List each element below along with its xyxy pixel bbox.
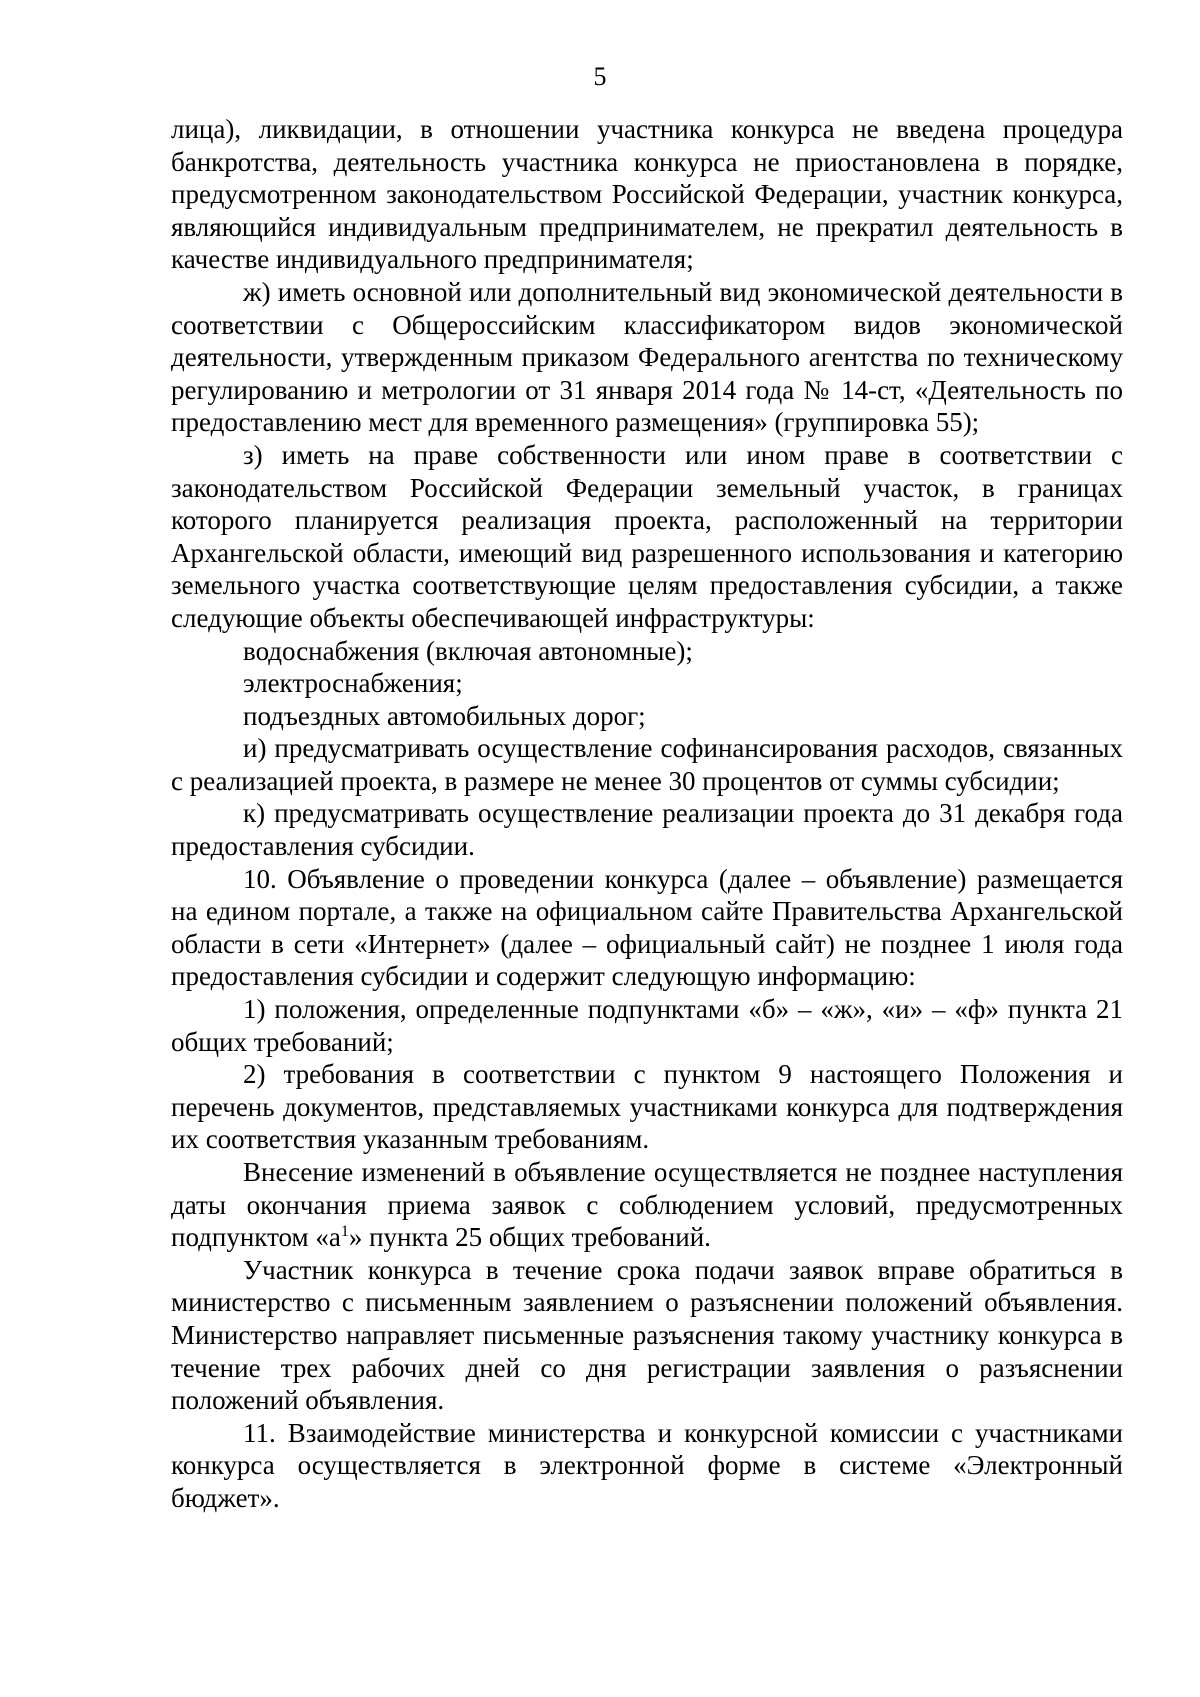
paragraph-item-11: 11. Взаимодействие министерства и конкурсной комиссии с участниками конкурса осуществляется в электронной форме в системе «Электронный бюджет». xyxy=(171,1417,1123,1513)
paragraph-subitem-zh: ж) иметь основной или дополнительный вид экономической деятельности в соответствии с Общероссийским классификатором видов экономической деятельности, утвержденным приказом Федерального агентства по техническому регулированию и метрологии от 31 января 2014 года № 14-ст, «Деятельность по предоставлению мест для временного размещения» (группировка 55); xyxy=(171,276,1123,438)
superscript-one: 1 xyxy=(340,1223,349,1241)
page-number: 5 xyxy=(593,62,607,91)
paragraph-item-10-1: 1) положения, определенные подпунктами «б» – «ж», «и» – «ф» пункта 21 общих требований; xyxy=(171,994,1123,1057)
paragraph-subitem-z: з) иметь на праве собственности или ином праве в соответствии с законодательством Российской Федерации земельный участок, в границах которого планируется реализация проекта, расположенный на территории Архангельской области, имеющий вид разрешенного использования и категорию земельного участка соответствующие целям предоставления субсидии, а также следующие объекты обеспечивающей инфраструктуры: xyxy=(171,439,1123,633)
paragraph-water-supply: водоснабжения (включая автономные); xyxy=(243,635,693,666)
paragraph-item-10-2: 2) требования в соответствии с пунктом 9 настоящего Положения и перечень документов, представляемых участниками конкурса для подтверждения их соответствия указанным требованиям. xyxy=(171,1059,1123,1155)
paragraph-continuation: лица), ликвидации, в отношении участника конкурса не введена процедура банкротства, деятельность участника конкурса не приостановлена в порядке, предусмотренном законодательством Российской Федерации, участник конкурса, являющийся индивидуальным предпринимателем, не прекратил деятельность в качестве индивидуального предпринимателя; xyxy=(171,114,1123,275)
paragraph-changes xyxy=(171,1156,1123,1254)
paragraph-power-supply: электроснабжения; xyxy=(243,668,463,699)
paragraph-changes-text-after: » пункта 25 общих требований. xyxy=(348,1222,711,1253)
paragraph-clarification: Участник конкурса в течение срока подачи заявок вправе обратиться в министерство с письменным заявлением о разъяснении положений объявления. Министерство направляет письменные разъяснения такому участнику конкурса в течение трех рабочих дней со дня регистрации заявления о разъяснении положений объявления. xyxy=(171,1254,1123,1416)
paragraph-subitem-i: и) предусматривать осуществление софинансирования расходов, связанных с реализацией проекта, в размере не менее 30 процентов от суммы субсидии; xyxy=(171,733,1123,796)
paragraph-item-10: 10. Объявление о проведении конкурса (далее – объявление) размещается на едином портале, а также на официальном сайте Правительства Архангельской области в сети «Интернет» (далее – официальный сайт) не позднее 1 июля года предоставления субсидии и содержит следующую информацию: xyxy=(171,863,1123,992)
paragraph-subitem-k: к) предусматривать осуществление реализации проекта до 31 декабря года предоставления субсидии. xyxy=(171,798,1123,862)
paragraph-changes-text-before: Внесение изменений в объявление осуществляется не позднее наступления даты окончания приема заявок с соблюдением условий, предусмотренных подпунктом «а xyxy=(171,1157,1123,1253)
paragraph-access-roads: подъездных автомобильных дорог; xyxy=(243,700,646,731)
document-body xyxy=(171,113,1123,1515)
